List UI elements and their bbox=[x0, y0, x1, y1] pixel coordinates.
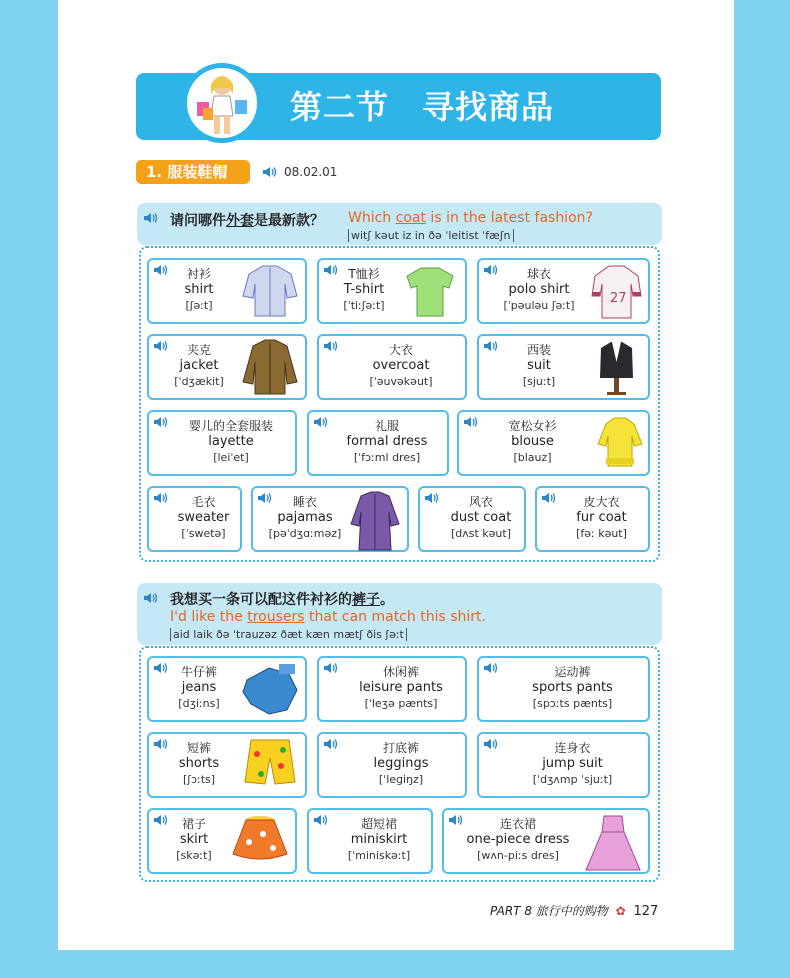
jacket-illustration bbox=[239, 338, 301, 400]
vocab-en: shorts bbox=[178, 756, 220, 771]
vocab-en: jeans bbox=[181, 680, 217, 695]
question-cn: 请问哪件外套是最新款？ bbox=[170, 213, 324, 229]
vocab-cn: 连衣裙 bbox=[499, 817, 536, 831]
vocab-card bbox=[477, 656, 650, 722]
page-title: 第二节 寻找商品 bbox=[290, 88, 555, 126]
vocab-text bbox=[337, 664, 465, 712]
vocab-ipa: [ˈpəuləu ʃəːt] bbox=[503, 299, 575, 312]
vocab-cn: 运动裤 bbox=[554, 665, 591, 679]
vocab-cn: 球衣 bbox=[526, 267, 551, 281]
vocab-en: leisure pants bbox=[359, 680, 443, 695]
vocab-en: jump suit bbox=[542, 756, 603, 771]
question-en: Which coat is in the latest fashion? bbox=[348, 210, 593, 226]
vocab-text bbox=[155, 342, 243, 390]
svg-text:27: 27 bbox=[610, 291, 627, 306]
vocab-cn: T恤衫 bbox=[348, 267, 380, 281]
vocab-text bbox=[167, 418, 295, 466]
vocab-en: jacket bbox=[179, 358, 219, 373]
vocab-card bbox=[535, 486, 650, 552]
vocab-en: sports pants bbox=[532, 680, 613, 695]
vocab-text bbox=[450, 816, 586, 864]
section-label: 1. 服装鞋帽 bbox=[136, 160, 250, 184]
question-ipa: aid laik ðə ˈtrauzəz ðæt kæn mætʃ ðis ʃəːt bbox=[170, 628, 407, 641]
vocab-cn: 宽松女衫 bbox=[508, 419, 557, 433]
vocab-ipa: [wʌn-piːs dres] bbox=[477, 849, 559, 862]
vocab-text bbox=[325, 266, 403, 314]
vocab-cn: 连身衣 bbox=[554, 741, 591, 755]
vocab-card bbox=[317, 732, 467, 798]
vocab-card bbox=[477, 732, 650, 798]
vocab-en: one-piece dress bbox=[466, 832, 570, 847]
pajamas-illustration bbox=[347, 490, 403, 556]
vocab-cn: 睡衣 bbox=[292, 495, 317, 509]
vocab-ipa: [leiˈet] bbox=[213, 451, 249, 464]
vocab-ipa: [dʒiːns] bbox=[178, 697, 220, 710]
question-cn: 我想买一条可以配这件衬衫的裤子。 bbox=[170, 592, 394, 608]
vocab-cn: 西装 bbox=[526, 343, 551, 357]
question-en: I'd like the trousers that can match this shirt. bbox=[170, 609, 486, 625]
flower-icon: ✿ bbox=[615, 904, 626, 918]
vocab-en: layette bbox=[208, 434, 254, 449]
vocab-cn: 夹克 bbox=[186, 343, 211, 357]
vocab-cn: 大衣 bbox=[388, 343, 413, 357]
vocab-text bbox=[337, 342, 465, 390]
vocab-text bbox=[465, 418, 600, 466]
vocab-text bbox=[327, 418, 447, 466]
vocab-en: dust coat bbox=[450, 510, 512, 525]
vocab-ipa: [spɔːts pænts] bbox=[532, 697, 613, 710]
vocab-cn: 裙子 bbox=[181, 817, 206, 831]
vocab-card bbox=[477, 334, 650, 400]
vocab-cn: 超短裙 bbox=[360, 817, 397, 831]
vocab-ipa: [skəːt] bbox=[176, 849, 212, 862]
vocab-ipa: [blauz] bbox=[513, 451, 552, 464]
vocab-text bbox=[259, 494, 351, 542]
vocab-ipa: [ˈleɡiŋz] bbox=[378, 773, 424, 786]
vocab-ipa: [ˈəuvəkəut] bbox=[369, 375, 433, 388]
vocab-ipa: [ˈdʒʌmp ˈsjuːt] bbox=[532, 773, 613, 786]
vocab-text bbox=[155, 266, 243, 314]
vocab-ipa: [ˈdʒækit] bbox=[174, 375, 224, 388]
jeans-illustration bbox=[239, 660, 301, 722]
vocab-ipa: [dʌst kəut] bbox=[450, 527, 512, 540]
vocab-text bbox=[485, 266, 593, 314]
section-code: 08.02.01 bbox=[284, 165, 338, 179]
vocab-card bbox=[307, 410, 449, 476]
speaker-icon[interactable] bbox=[262, 166, 278, 178]
vocab-en: polo shirt bbox=[508, 282, 570, 297]
vocab-card bbox=[307, 808, 433, 874]
vocab-card bbox=[317, 656, 467, 722]
shirt-illustration bbox=[239, 262, 301, 324]
vocab-ipa: [ˈleʒə pænts] bbox=[364, 697, 438, 710]
vocab-text bbox=[555, 494, 648, 542]
polo-illustration bbox=[589, 262, 644, 324]
vocab-ipa: [ʃɔːts] bbox=[182, 773, 216, 786]
vocab-en: sweater bbox=[177, 510, 230, 525]
vocab-card bbox=[442, 808, 650, 874]
vocab-en: miniskirt bbox=[350, 832, 408, 847]
vocab-ipa: [ˈfɔːml dres] bbox=[353, 451, 421, 464]
vocab-en: leggings bbox=[373, 756, 429, 771]
vocab-cn: 风衣 bbox=[468, 495, 493, 509]
vocab-card bbox=[147, 486, 242, 552]
vocab-text bbox=[155, 816, 233, 864]
question-ipa: witʃ kəut iz in ðə ˈleitist ˈfæʃn bbox=[348, 229, 514, 242]
vocab-en: overcoat bbox=[372, 358, 430, 373]
vocab-cn: 皮大衣 bbox=[583, 495, 620, 509]
vocab-en: skirt bbox=[179, 832, 209, 847]
vocab-cn: 休闲裤 bbox=[382, 665, 419, 679]
vocab-card bbox=[147, 808, 297, 874]
vocab-card bbox=[147, 656, 307, 722]
vocab-card bbox=[147, 334, 307, 400]
vocab-text bbox=[497, 664, 648, 712]
vocab-text bbox=[497, 740, 648, 788]
vocab-en: formal dress bbox=[346, 434, 428, 449]
vocab-ipa: [pəˈdʒɑːməz] bbox=[268, 527, 342, 540]
vocab-card bbox=[477, 258, 650, 324]
vocab-text bbox=[155, 664, 243, 712]
vocab-en: fur coat bbox=[576, 510, 627, 525]
vocab-ipa: [ʃəːt] bbox=[185, 299, 213, 312]
vocab-cn: 毛衣 bbox=[191, 495, 216, 509]
vocab-cn: 短裤 bbox=[186, 741, 211, 755]
skirt-illustration bbox=[229, 812, 291, 866]
vocab-card bbox=[147, 410, 297, 476]
page-footer: PART 8 旅行中的购物 ✿ 127 bbox=[490, 904, 659, 919]
vocab-en: shirt bbox=[184, 282, 214, 297]
shopping-girl-illustration bbox=[182, 63, 262, 143]
vocab-text bbox=[485, 342, 593, 390]
dress-illustration bbox=[582, 812, 644, 878]
vocab-cn: 衬衫 bbox=[186, 267, 211, 281]
vocab-en: pajamas bbox=[277, 510, 333, 525]
tshirt-illustration bbox=[399, 262, 461, 324]
vocab-ipa: [sjuːt] bbox=[522, 375, 556, 388]
vocab-ipa: [fəː kəut] bbox=[576, 527, 627, 540]
vocab-en: blouse bbox=[511, 434, 554, 449]
vocab-card bbox=[317, 334, 467, 400]
vocab-text bbox=[337, 740, 465, 788]
speaker-icon[interactable] bbox=[143, 592, 159, 604]
vocab-card bbox=[147, 258, 307, 324]
vocab-ipa: [ˈtiːʃəːt] bbox=[343, 299, 385, 312]
vocab-en: suit bbox=[527, 358, 551, 373]
vocab-cn: 牛仔裤 bbox=[180, 665, 217, 679]
vocab-card bbox=[457, 410, 650, 476]
vocab-card bbox=[147, 732, 307, 798]
vocab-cn: 打底裤 bbox=[382, 741, 419, 755]
vocab-ipa: [ˈminiskəːt] bbox=[347, 849, 411, 862]
suit-illustration bbox=[589, 338, 644, 402]
vocab-text bbox=[327, 816, 431, 864]
vocab-cn: 礼服 bbox=[374, 419, 399, 433]
vocab-text bbox=[167, 494, 240, 542]
vocab-card bbox=[251, 486, 409, 552]
vocab-text bbox=[155, 740, 243, 788]
vocab-en: T-shirt bbox=[343, 282, 385, 297]
vocab-card bbox=[418, 486, 526, 552]
vocab-ipa: [ˈswetə] bbox=[181, 527, 226, 540]
blouse-illustration bbox=[596, 414, 644, 474]
shorts-illustration bbox=[239, 736, 301, 792]
vocab-cn: 婴儿的全套服装 bbox=[188, 419, 273, 433]
vocab-card bbox=[317, 258, 467, 324]
vocab-text bbox=[438, 494, 524, 542]
speaker-icon[interactable] bbox=[143, 212, 159, 224]
